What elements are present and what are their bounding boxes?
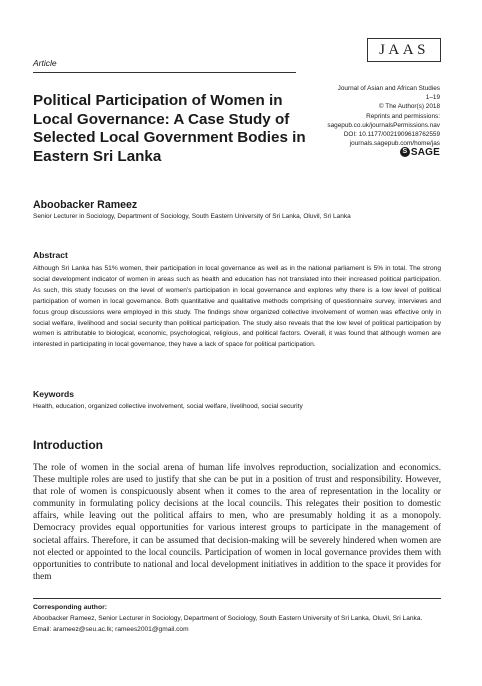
- sage-logo: [384, 146, 440, 158]
- corresponding-author-heading: Corresponding author:: [33, 604, 108, 611]
- abstract-heading: Abstract: [33, 250, 68, 260]
- journal-homepage-link[interactable]: journals.sagepub.com/home/jas: [349, 140, 440, 148]
- article-title: Political Participation of Women in Local Governance: A Case Study of Selected Local Government Bodies in Eastern Sri Lanka: [33, 92, 306, 165]
- corresponding-author-email[interactable]: Email: arameez@seu.ac.lk; ramees2001@gmail.com: [33, 625, 189, 633]
- author-affiliation: Senior Lecturer in Sociology, Department of Sociology, South Eastern University of Sri Lanka, Oluvil, Sri Lanka: [33, 213, 351, 220]
- footer-rule: [33, 598, 441, 599]
- keywords-text: Health, education, organized collective involvement, social welfare, livelihood, social security: [33, 403, 303, 410]
- doi[interactable]: DOI: 10.1177/0021909618762559: [343, 131, 440, 139]
- corresponding-author-details: [33, 614, 443, 636]
- page-range: 1–19: [425, 94, 440, 102]
- article-type-label: Article: [33, 58, 57, 68]
- publisher-name: SAGE: [410, 146, 440, 158]
- header-rule: [33, 72, 296, 73]
- abstract-text: Although Sri Lanka has 51% women, their participation in local governance as well as in the national parliament is 5% in total. The strong social development indicator of women in areas such as health and education has not translated into their increased political participation. As such, this study focuses on the level of women’s participation in local governance and explores why there is a low level of political participation of women in local governance. Both quantitative and qualitative methods comprising of questionnaire survey, interviews and focus group discussions were employed in this study. The findings show organized collective involvement of women was effective only in social welfare, livelihood and social security than political participation. The study also reveals that the low level of political participation by women is attributable to biological, economic, psychological, religious, and political factors. Overall, it was found that although women are interested in participating in local governance, they have a lack of space for political participation.: [33, 265, 441, 349]
- keywords-heading: Keywords: [33, 389, 75, 399]
- copyright: © The Author(s) 2018: [378, 103, 440, 111]
- permissions-link[interactable]: sagepub.co.uk/journalsPermissions.nav: [327, 121, 440, 129]
- author-name: Aboobacker Rameez: [33, 199, 138, 211]
- sage-mark-icon: S: [400, 147, 410, 157]
- corresponding-author-line: Aboobacker Rameez, Senior Lecturer in Sociology, Department of Sociology, South Eastern University of Sri Lanka, Oluvil, Sri Lanka.: [33, 615, 423, 622]
- introduction-heading: Introduction: [33, 438, 103, 452]
- journal-logo: JAAS: [367, 38, 441, 62]
- introduction-text: The role of women in the social arena of human life involves reproduction, socialization and economics. These multiple roles are used to justify that she can be put in a position of trust and responsibility. However, that role of women is conspicuously absent when it comes to the area of representation in the locality or community in formulating policy decisions at the local councils. This relegates their position to domestic affairs, while leaving out the political affairs to men, who are presumably holding it as a monopoly. Democracy provides equal opportunities for various interest groups to participate in the management of societal affairs. Therefore, it can be assumed that decision-making will be severely hindered when women are not elected or appointed to the local councils. Participation of women in local governance provides them with opportunities to contribute to national and local development initiatives in addition to the space it provides for them: [33, 462, 441, 581]
- reprints-label: Reprints and permissions:: [366, 112, 440, 120]
- journal-name: Journal of Asian and African Studies: [337, 85, 440, 92]
